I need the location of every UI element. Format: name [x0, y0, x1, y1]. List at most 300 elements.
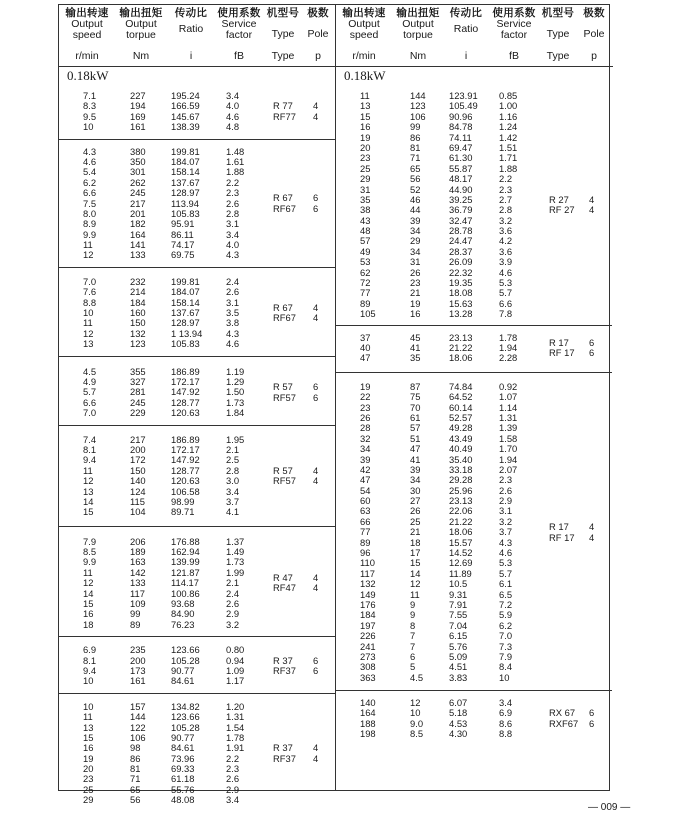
- torque-cell: 235: [130, 644, 146, 656]
- service-factor-cell: 1.07: [499, 391, 518, 403]
- service-factor-cell: 1.39: [499, 422, 518, 434]
- service-factor-cell: 4.6: [499, 266, 513, 278]
- table-row: [336, 729, 612, 739]
- speed-cell: 12: [83, 327, 94, 339]
- speed-cell: 42: [360, 463, 371, 475]
- ratio-cell: 128.77: [171, 396, 200, 408]
- ratio-cell: 120.63: [171, 475, 200, 487]
- speed-cell: 77: [360, 526, 371, 538]
- torque-cell: 262: [130, 176, 146, 188]
- ratio-cell: 105.83: [171, 338, 200, 350]
- speed-cell: 25: [83, 783, 94, 795]
- speed-cell: 19: [83, 752, 94, 764]
- service-factor-cell: 2.6: [499, 484, 513, 496]
- ratio-cell: 43.49: [449, 432, 473, 444]
- table-row: [59, 795, 335, 805]
- ratio-cell: 33.18: [449, 463, 473, 475]
- table-row: [336, 164, 612, 174]
- table-row: [336, 185, 612, 195]
- speed-cell: 7.1: [83, 90, 97, 101]
- table-row: [336, 112, 612, 122]
- service-factor-cell: 1.42: [499, 131, 518, 143]
- speed-cell: 197: [360, 619, 376, 631]
- table-row: [59, 723, 335, 733]
- speed-cell: 89: [360, 536, 371, 548]
- service-factor-cell: 1.84: [226, 407, 245, 419]
- model-group: [336, 85, 612, 325]
- ratio-cell: 48.08: [171, 794, 195, 806]
- service-factor-cell: 3.6: [499, 225, 513, 237]
- torque-cell: 124: [130, 485, 146, 497]
- torque-cell: 201: [130, 207, 146, 219]
- speed-header: 输出转速 Output speed: [65, 7, 109, 41]
- speed-cell: 32: [360, 432, 371, 444]
- table-row: [336, 621, 612, 631]
- table-row: [336, 475, 612, 485]
- pole-count: 4: [313, 582, 319, 594]
- ratio-cell: 10.5: [449, 578, 468, 590]
- torque-cell: 245: [130, 396, 146, 408]
- torque-cell: 9.0: [410, 717, 424, 729]
- table-row: [336, 216, 612, 226]
- ratio-cell: 105.28: [171, 721, 200, 733]
- speed-cell: 11: [83, 239, 93, 251]
- torque-cell: 52: [410, 183, 421, 195]
- ratio-cell: 61.18: [171, 773, 195, 785]
- table-row: [59, 764, 335, 774]
- units-row: r/min Nm i fB Type p: [352, 50, 597, 62]
- ratio-cell: 138.39: [171, 121, 200, 133]
- ratio-cell: 15.63: [449, 297, 473, 309]
- speed-cell: 14: [83, 495, 94, 507]
- table-row: [336, 413, 612, 423]
- type-header: 机型号 Type: [541, 7, 575, 40]
- speed-cell: 11: [83, 317, 93, 329]
- service-factor-cell: 1.88: [499, 162, 518, 174]
- table-row: [336, 247, 612, 257]
- model-group: [59, 139, 335, 267]
- table-row: [336, 333, 612, 343]
- service-factor-cell: 6.6: [499, 297, 513, 309]
- service-factor-cell: 1.48: [226, 145, 245, 157]
- model-type: R 37: [273, 742, 293, 754]
- torque-cell: 4.5: [410, 671, 424, 683]
- torque-cell: 15: [410, 557, 421, 569]
- torque-cell: 99: [410, 121, 421, 133]
- speed-cell: 39: [360, 453, 371, 465]
- table-row: [59, 507, 335, 517]
- service-factor-cell: 2.6: [226, 598, 240, 610]
- ratio-cell: 6.15: [449, 630, 468, 642]
- ratio-cell: 128.97: [171, 317, 200, 329]
- speed-cell: 54: [360, 484, 371, 496]
- ratio-cell: 49.28: [449, 422, 473, 434]
- table-row: [59, 712, 335, 722]
- table-row: [59, 497, 335, 507]
- table-row: [336, 465, 612, 475]
- ratio-cell: 23.13: [449, 331, 473, 343]
- ratio-cell: 25.96: [449, 484, 473, 496]
- ratio-cell: 52.57: [449, 411, 473, 423]
- speed-cell: 12: [83, 475, 94, 487]
- ratio-cell: 162.94: [171, 546, 200, 558]
- torque-cell: 123: [410, 100, 426, 112]
- speed-cell: 10: [83, 675, 94, 687]
- service-factor-cell: 4.3: [499, 536, 513, 548]
- table-row: [336, 226, 612, 236]
- torque-cell: 81: [410, 141, 421, 153]
- speed-cell: 6.6: [83, 187, 97, 199]
- torque-cell: 106: [130, 731, 146, 743]
- speed-cell: 37: [360, 331, 371, 343]
- torque-cell: 200: [130, 443, 146, 455]
- service-factor-cell: 2.9: [499, 495, 513, 507]
- ratio-cell: 21.22: [449, 515, 473, 527]
- speed-cell: 18: [83, 618, 94, 630]
- ratio-cell: 7.91: [449, 598, 468, 610]
- table-row: [59, 487, 335, 497]
- torque-cell: 6: [410, 650, 416, 662]
- ratio-cell: 176.88: [171, 535, 200, 547]
- ratio-cell: 74.17: [171, 239, 195, 251]
- table-row: [336, 600, 612, 610]
- torque-cell: 86: [410, 131, 421, 143]
- torque-cell: 19: [410, 297, 421, 309]
- model-type: R 57: [273, 381, 293, 393]
- speed-cell: 63: [360, 505, 371, 517]
- torque-cell: 9: [410, 598, 416, 610]
- torque-cell: 122: [130, 721, 146, 733]
- service-factor-cell: 2.4: [226, 587, 240, 599]
- ratio-cell: 29.28: [449, 474, 473, 486]
- model-type: RF37: [273, 664, 296, 676]
- ratio-cell: 123.91: [449, 90, 478, 101]
- service-factor-cell: 8.6: [499, 717, 513, 729]
- torque-cell: 9: [410, 609, 416, 621]
- speed-cell: 9.4: [83, 454, 97, 466]
- pole-count: 4: [313, 312, 319, 324]
- service-factor-cell: 2.2: [226, 176, 240, 188]
- torque-cell: 5: [410, 661, 416, 673]
- service-factor-cell: 2.1: [226, 443, 240, 455]
- speed-cell: 11: [83, 566, 93, 578]
- service-factor-cell: 3.2: [499, 515, 513, 527]
- ratio-cell: 120.63: [171, 407, 200, 419]
- ratio-cell: 14.52: [449, 547, 473, 559]
- torque-cell: 227: [130, 90, 146, 101]
- ratio-cell: 55.76: [171, 783, 195, 795]
- model-type: R 37: [273, 654, 293, 666]
- right-panel: [336, 4, 612, 744]
- torque-cell: 380: [130, 145, 146, 157]
- ratio-cell: 4.51: [449, 661, 468, 673]
- speed-cell: 7.4: [83, 433, 97, 445]
- table-row: [336, 496, 612, 506]
- table-row: [336, 558, 612, 568]
- ratio-cell: 15.57: [449, 536, 473, 548]
- torque-cell: 327: [130, 375, 146, 387]
- ratio-cell: 6.07: [449, 697, 468, 709]
- model-group: [59, 356, 335, 425]
- torque-cell: 16: [410, 308, 421, 320]
- speed-cell: 198: [360, 728, 376, 740]
- speed-cell: 5.7: [83, 386, 97, 398]
- speed-cell: 15: [83, 506, 94, 518]
- ratio-cell: 184.07: [171, 155, 200, 167]
- ratio-cell: 69.47: [449, 141, 473, 153]
- model-type: R 17: [549, 521, 569, 533]
- torque-cell: 34: [410, 474, 421, 486]
- speed-cell: 7.9: [83, 535, 97, 547]
- speed-cell: 22: [360, 391, 371, 403]
- service-factor-cell: 3.9: [499, 256, 513, 268]
- torque-cell: 21: [410, 526, 421, 538]
- torque-cell: 65: [410, 162, 421, 174]
- ratio-cell: 35.40: [449, 453, 473, 465]
- torque-cell: 281: [130, 386, 146, 398]
- torque-header: 输出扭矩 Output torpue: [396, 7, 440, 41]
- torque-cell: 14: [410, 567, 421, 579]
- speed-cell: 26: [360, 411, 371, 423]
- model-type: RF 17: [549, 531, 575, 543]
- service-factor-cell: 4.0: [226, 100, 240, 112]
- torque-cell: 106: [410, 110, 426, 122]
- service-factor-cell: 3.4: [226, 228, 240, 240]
- service-factor-cell: 1.61: [226, 155, 245, 167]
- pole-count: 6: [589, 717, 595, 729]
- ratio-cell: 195.24: [171, 90, 200, 101]
- torque-cell: 30: [410, 484, 421, 496]
- service-factor-cell: 5.7: [499, 287, 513, 299]
- ratio-cell: 18.06: [449, 526, 473, 538]
- torque-cell: 39: [410, 463, 421, 475]
- torque-cell: 144: [130, 711, 146, 723]
- units-row: r/min Nm i fB Type p: [75, 50, 321, 62]
- table-row: [336, 590, 612, 600]
- torque-cell: 109: [130, 598, 146, 610]
- speed-cell: 25: [360, 162, 371, 174]
- model-type: RXF67: [549, 717, 579, 729]
- speed-cell: 4.6: [83, 155, 97, 167]
- speed-cell: 10: [83, 700, 94, 712]
- torque-cell: 217: [130, 433, 146, 445]
- torque-cell: 245: [130, 187, 146, 199]
- ratio-header: 传动比 Ratio: [449, 7, 483, 35]
- speed-cell: 184: [360, 609, 376, 621]
- table-row: [59, 599, 335, 609]
- model-type: R 57: [273, 464, 293, 476]
- table-row: [336, 579, 612, 589]
- speed-cell: 11: [83, 711, 93, 723]
- ratio-cell: 145.67: [171, 110, 200, 122]
- torque-cell: 75: [410, 391, 421, 403]
- table-row: [336, 486, 612, 496]
- torque-cell: 194: [130, 100, 146, 112]
- speed-cell: 9.9: [83, 228, 97, 240]
- speed-cell: 53: [360, 256, 371, 268]
- ratio-cell: 69.33: [171, 763, 195, 775]
- ratio-cell: 90.77: [171, 731, 195, 743]
- table-row: [59, 219, 335, 229]
- ratio-cell: 24.47: [449, 235, 473, 247]
- speed-cell: 23: [360, 152, 371, 164]
- speed-cell: 8.0: [83, 207, 97, 219]
- ratio-cell: 74.84: [449, 380, 473, 392]
- torque-cell: 355: [130, 365, 146, 377]
- speed-cell: 9.9: [83, 556, 97, 568]
- table-row: [59, 609, 335, 619]
- table-row: [336, 569, 612, 579]
- pole-count: 4: [589, 531, 595, 543]
- speed-cell: 16: [83, 742, 94, 754]
- speed-cell: 57: [360, 235, 371, 247]
- service-factor-cell: 7.0: [499, 630, 513, 642]
- service-factor-cell: 2.2: [226, 752, 240, 764]
- table-row: [336, 517, 612, 527]
- service-factor-cell: 1.94: [499, 453, 518, 465]
- torque-cell: 46: [410, 193, 421, 205]
- speed-cell: 66: [360, 515, 371, 527]
- speed-cell: 6.2: [83, 176, 97, 188]
- service-factor-cell: 7.2: [499, 598, 513, 610]
- speed-cell: 7.6: [83, 286, 97, 298]
- ratio-cell: 21.22: [449, 341, 473, 353]
- service-factor-cell: 2.8: [226, 464, 240, 476]
- ratio-cell: 106.58: [171, 485, 200, 497]
- service-factor-cell: 1.24: [499, 121, 518, 133]
- service-factor-cell: 4.1: [226, 506, 240, 518]
- ratio-cell: 4.30: [449, 728, 468, 740]
- model-type: RF57: [273, 391, 296, 403]
- pole-count: 6: [313, 391, 319, 403]
- speed-cell: 149: [360, 588, 376, 600]
- ratio-cell: 28.37: [449, 245, 473, 257]
- table-row: [336, 133, 612, 143]
- torque-cell: 41: [410, 341, 421, 353]
- speed-cell: 164: [360, 707, 376, 719]
- pole-count: 6: [313, 664, 319, 676]
- service-factor-cell: 2.3: [226, 187, 240, 199]
- ratio-cell: 61.30: [449, 152, 473, 164]
- table-row: [336, 174, 612, 184]
- ratio-cell: 95.91: [171, 218, 195, 230]
- torque-cell: 132: [130, 327, 146, 339]
- ratio-cell: 147.92: [171, 454, 200, 466]
- speed-cell: 23: [360, 401, 371, 413]
- speed-cell: 72: [360, 277, 371, 289]
- service-factor-cell: 1.50: [226, 386, 245, 398]
- service-factor-cell: 2.28: [499, 352, 518, 364]
- table-row: [336, 548, 612, 558]
- torque-cell: 86: [130, 752, 141, 764]
- torque-cell: 45: [410, 331, 421, 343]
- ratio-cell: 76.23: [171, 618, 195, 630]
- speed-cell: 188: [360, 717, 376, 729]
- ratio-cell: 28.78: [449, 225, 473, 237]
- ratio-cell: 48.17: [449, 173, 473, 185]
- speed-cell: 19: [360, 380, 371, 392]
- service-factor-cell: 3.8: [226, 317, 240, 329]
- table-row: [336, 153, 612, 163]
- ratio-cell: 123.66: [171, 711, 200, 723]
- torque-cell: 81: [130, 763, 141, 775]
- table-row: [336, 382, 612, 392]
- service-factor-cell: 1.54: [226, 721, 245, 733]
- speed-cell: 49: [360, 245, 371, 257]
- service-factor-cell: 2.3: [226, 763, 240, 775]
- ratio-cell: 84.90: [171, 608, 195, 620]
- page-number: — 009 —: [588, 802, 631, 813]
- service-factor-cell: 6.5: [499, 588, 513, 600]
- model-type: RF57: [273, 475, 296, 487]
- service-factor-cell: 1.19: [226, 365, 245, 377]
- service-factor-cell: 1.29: [226, 375, 245, 387]
- speed-cell: 16: [83, 608, 94, 620]
- header-row: [336, 4, 612, 48]
- model-group: [59, 267, 335, 356]
- ratio-cell: 172.17: [171, 443, 200, 455]
- ratio-cell: 18.08: [449, 287, 473, 299]
- torque-cell: 26: [410, 266, 421, 278]
- speed-cell: 4.3: [83, 145, 97, 157]
- table-row: [59, 240, 335, 250]
- service-factor-cell: 2.8: [499, 204, 513, 216]
- speed-cell: 8.5: [83, 546, 97, 558]
- speed-cell: 13: [360, 100, 371, 112]
- pole-count: 6: [313, 654, 319, 666]
- speed-cell: 35: [360, 193, 371, 205]
- model-type: R 67: [273, 301, 293, 313]
- service-factor-cell: 3.4: [226, 485, 240, 497]
- torque-cell: 51: [410, 432, 421, 444]
- ratio-cell: 9.31: [449, 588, 468, 600]
- service-factor-cell: 2.4: [226, 275, 240, 287]
- model-type: RF77: [273, 110, 296, 122]
- pole-count: 4: [313, 475, 319, 487]
- table-row: [336, 101, 612, 111]
- service-factor-header: 使用系数 Service factor: [217, 7, 261, 41]
- torque-cell: 70: [410, 401, 421, 413]
- service-factor-cell: 1.51: [499, 141, 518, 153]
- ratio-cell: 199.81: [171, 275, 200, 287]
- ratio-cell: 186.89: [171, 365, 200, 377]
- table-row: [336, 506, 612, 516]
- table-row: [336, 455, 612, 465]
- ratio-cell: 105.83: [171, 207, 200, 219]
- torque-cell: 61: [410, 411, 421, 423]
- pole-count: 4: [589, 204, 595, 216]
- table-row: [59, 785, 335, 795]
- torque-cell: 157: [130, 700, 146, 712]
- service-factor-cell: 4.3: [226, 327, 240, 339]
- ratio-cell: 134.82: [171, 700, 200, 712]
- table-row: [59, 339, 335, 349]
- torque-cell: 47: [410, 443, 421, 455]
- pole-header: 极数 Pole: [583, 7, 605, 40]
- speed-cell: 273: [360, 650, 376, 662]
- service-factor-cell: 6.1: [499, 578, 513, 590]
- ratio-cell: 166.59: [171, 100, 200, 112]
- speed-cell: 62: [360, 266, 371, 278]
- ratio-cell: 64.52: [449, 391, 473, 403]
- torque-cell: 200: [130, 654, 146, 666]
- service-factor-cell: 4.6: [499, 547, 513, 559]
- table-row: [336, 673, 612, 683]
- torque-cell: 214: [130, 286, 146, 298]
- torque-cell: 115: [130, 495, 145, 507]
- service-factor-cell: 3.6: [499, 245, 513, 257]
- service-factor-cell: 2.6: [226, 773, 240, 785]
